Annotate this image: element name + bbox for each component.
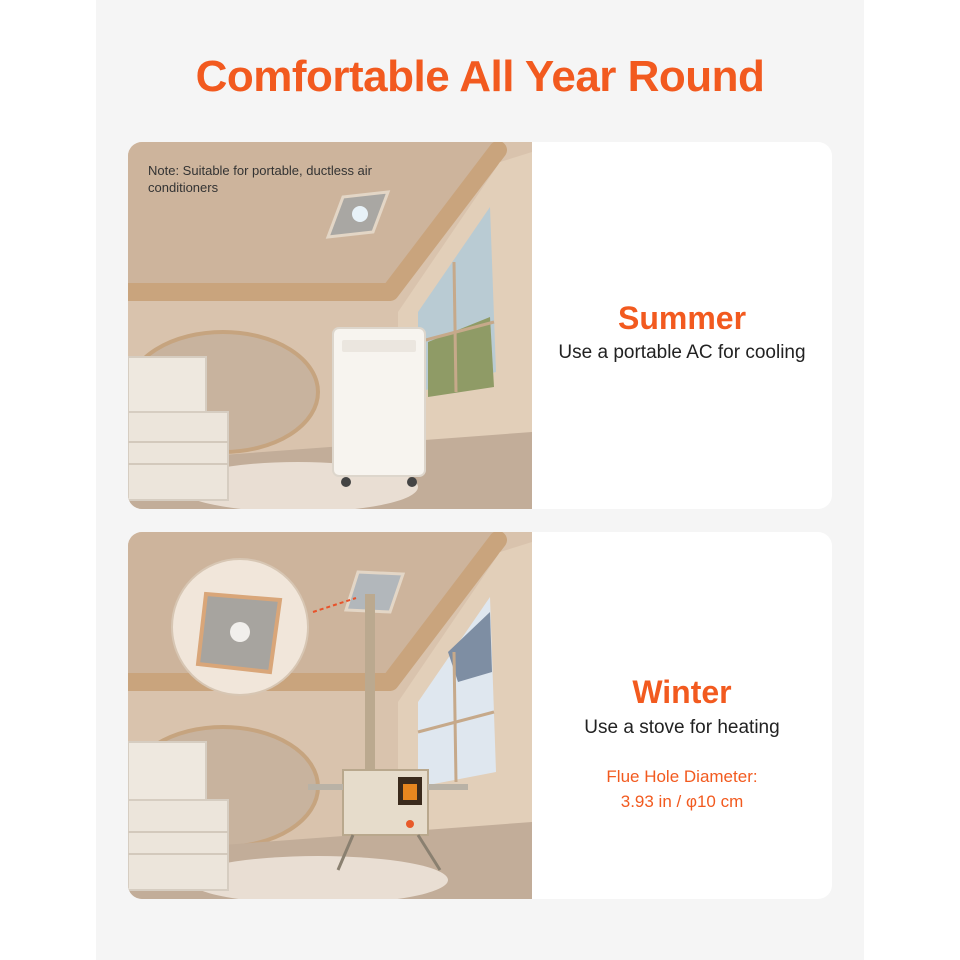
summer-title: Summer <box>617 300 747 336</box>
summer-note: Note: Suitable for portable, ductless air conditioners <box>148 163 373 195</box>
winter-info <box>532 532 832 899</box>
flue-hole-value: 3.93 in / φ10 cm <box>620 792 744 811</box>
summer-tent-photo <box>128 142 532 509</box>
flue-hole-label: Flue Hole Diameter: <box>606 767 758 786</box>
summer-card <box>128 142 832 509</box>
winter-card <box>128 532 832 899</box>
winter-tent-illustration <box>128 532 532 899</box>
page-headline: Comfortable All Year Round <box>195 52 765 101</box>
summer-description: Use a portable AC for cooling <box>558 342 806 363</box>
product-feature-page <box>96 0 864 960</box>
winter-tent-photo <box>128 532 532 899</box>
summer-tent-illustration <box>128 142 532 509</box>
winter-description: Use a stove for heating <box>584 717 780 738</box>
summer-info <box>532 142 832 509</box>
winter-title: Winter <box>632 674 732 710</box>
